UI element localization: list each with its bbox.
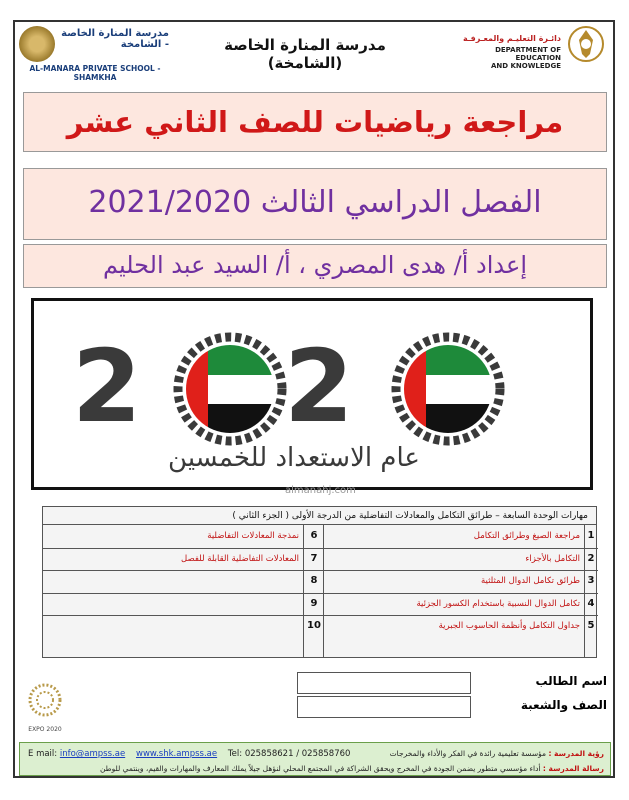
- skill-item: تكامل الدوال النسبية باستخدام الكسور الجزئية: [416, 598, 580, 609]
- grid-line: [303, 525, 304, 657]
- vision-text: مؤسسة تعليمية رائدة في الفكر والأداء والمخرجات: [389, 749, 547, 758]
- row-number: 8: [310, 575, 318, 586]
- term-label: الفصل الدراسي الثالث 2021/2020: [88, 185, 542, 220]
- student-name-label: اسم الطالب: [535, 674, 607, 688]
- mission-text: أداء مؤسسي متطور يضمن الجودة في المخرج ويحقق الشراكة في المجتمع المحلي لنؤهل جيلاً يملك المعارف والمهارات والقيم، وينتمي للوطن: [99, 764, 541, 773]
- vision-label: رؤية المدرسة :: [548, 749, 604, 758]
- flag-globe-right-icon: [396, 337, 500, 441]
- watermark: almanahj.com: [285, 485, 356, 496]
- skill-item: [47, 615, 299, 638]
- skill-item: [47, 570, 299, 593]
- row-number: 7: [310, 552, 318, 564]
- authors-label: إعداد أ/ هدى المصري ، أ/ السيد عبد الحليم: [103, 251, 527, 279]
- adek-logo-block: [455, 24, 605, 76]
- expo-ring-icon: [25, 682, 65, 722]
- expo-2020-logo: [25, 682, 65, 732]
- skill-item: جداول التكامل وأنظمة الحاسوب الجبرية: [438, 621, 580, 631]
- term-box: [23, 168, 607, 240]
- school-logo-block: [19, 26, 171, 82]
- row-number: 1: [587, 530, 595, 541]
- document-title: مراجعة رياضيات للصف الثاني عشر: [66, 105, 564, 139]
- skill-item: [47, 593, 299, 616]
- dept-name-ar: دائـرة التعليـم والمعـرفـة: [462, 34, 561, 43]
- student-name-field[interactable]: [297, 672, 471, 694]
- email-label: E mail:: [28, 749, 58, 759]
- row-number: 10: [307, 620, 321, 631]
- row-number: 4: [587, 597, 595, 609]
- year-digit-1: 2: [72, 328, 142, 445]
- expo-label: EXPO 2020: [28, 726, 62, 733]
- school-crest-icon: [19, 26, 55, 62]
- class-field[interactable]: [297, 696, 471, 718]
- row-number: 5: [587, 620, 595, 631]
- skill-item: نمذجة المعادلات التفاضلية: [207, 531, 299, 541]
- title-box: [23, 92, 607, 152]
- student-info: [297, 672, 607, 724]
- class-label: الصف والشعبة: [520, 698, 607, 712]
- skills-table: [42, 506, 597, 658]
- school-title: مدرسة المنارة الخاصة (الشامخة): [224, 36, 386, 72]
- uae-2020-banner: [31, 298, 593, 490]
- school-name-ar: مدرسة المنارة الخاصة - الشامخة: [61, 28, 169, 50]
- skill-item: مراجعة الصيغ وطرائق التكامل: [473, 531, 580, 541]
- row-number: 9: [310, 597, 318, 609]
- page-header: [15, 22, 613, 80]
- row-number: 2: [587, 552, 595, 564]
- dept-en-line1: DEPARTMENT OF EDUCATION: [495, 46, 561, 62]
- dept-name-en: [461, 46, 561, 70]
- skills-table-title: مهارات الوحدة السابعة – طرائق التكامل والمعادلات التفاضلية من الدرجة الأولى ( الجزء الثاني ): [43, 507, 596, 525]
- dept-en-line2: AND KNOWLEDGE: [490, 62, 561, 70]
- banner-tagline: عام الاستعداد للخمسين: [168, 443, 420, 473]
- email-link[interactable]: info@ampss.ae: [59, 749, 126, 759]
- banner-graphic: [34, 301, 590, 487]
- skill-item: المعادلات التفاضلية القابلة للفصل: [181, 553, 299, 564]
- skill-item: التكامل بالأجزاء: [525, 553, 580, 564]
- authors-box: [23, 244, 607, 288]
- mission-label: رسالة المدرسة :: [542, 764, 604, 773]
- contact-line: [28, 749, 350, 759]
- row-number: 6: [310, 530, 318, 541]
- grid-line: [323, 525, 324, 657]
- row-number: 3: [587, 575, 595, 586]
- tel-text: Tel: 025858621 / 025858760: [227, 749, 351, 759]
- falcon-emblem-icon: [567, 24, 605, 64]
- year-digit-2: 2: [284, 328, 354, 445]
- vision-line: [390, 749, 604, 758]
- mission-line: [100, 764, 604, 773]
- page-footer: [19, 742, 611, 776]
- flag-globe-left-icon: [178, 337, 282, 441]
- skill-item: طرائق تكامل الدوال المثلثية: [480, 576, 580, 586]
- school-name-en: AL-MANARA PRIVATE SCHOOL - SHAMKHA: [29, 64, 161, 82]
- website-link[interactable]: www.shk.ampss.ae: [136, 749, 218, 759]
- document-page: [13, 20, 615, 778]
